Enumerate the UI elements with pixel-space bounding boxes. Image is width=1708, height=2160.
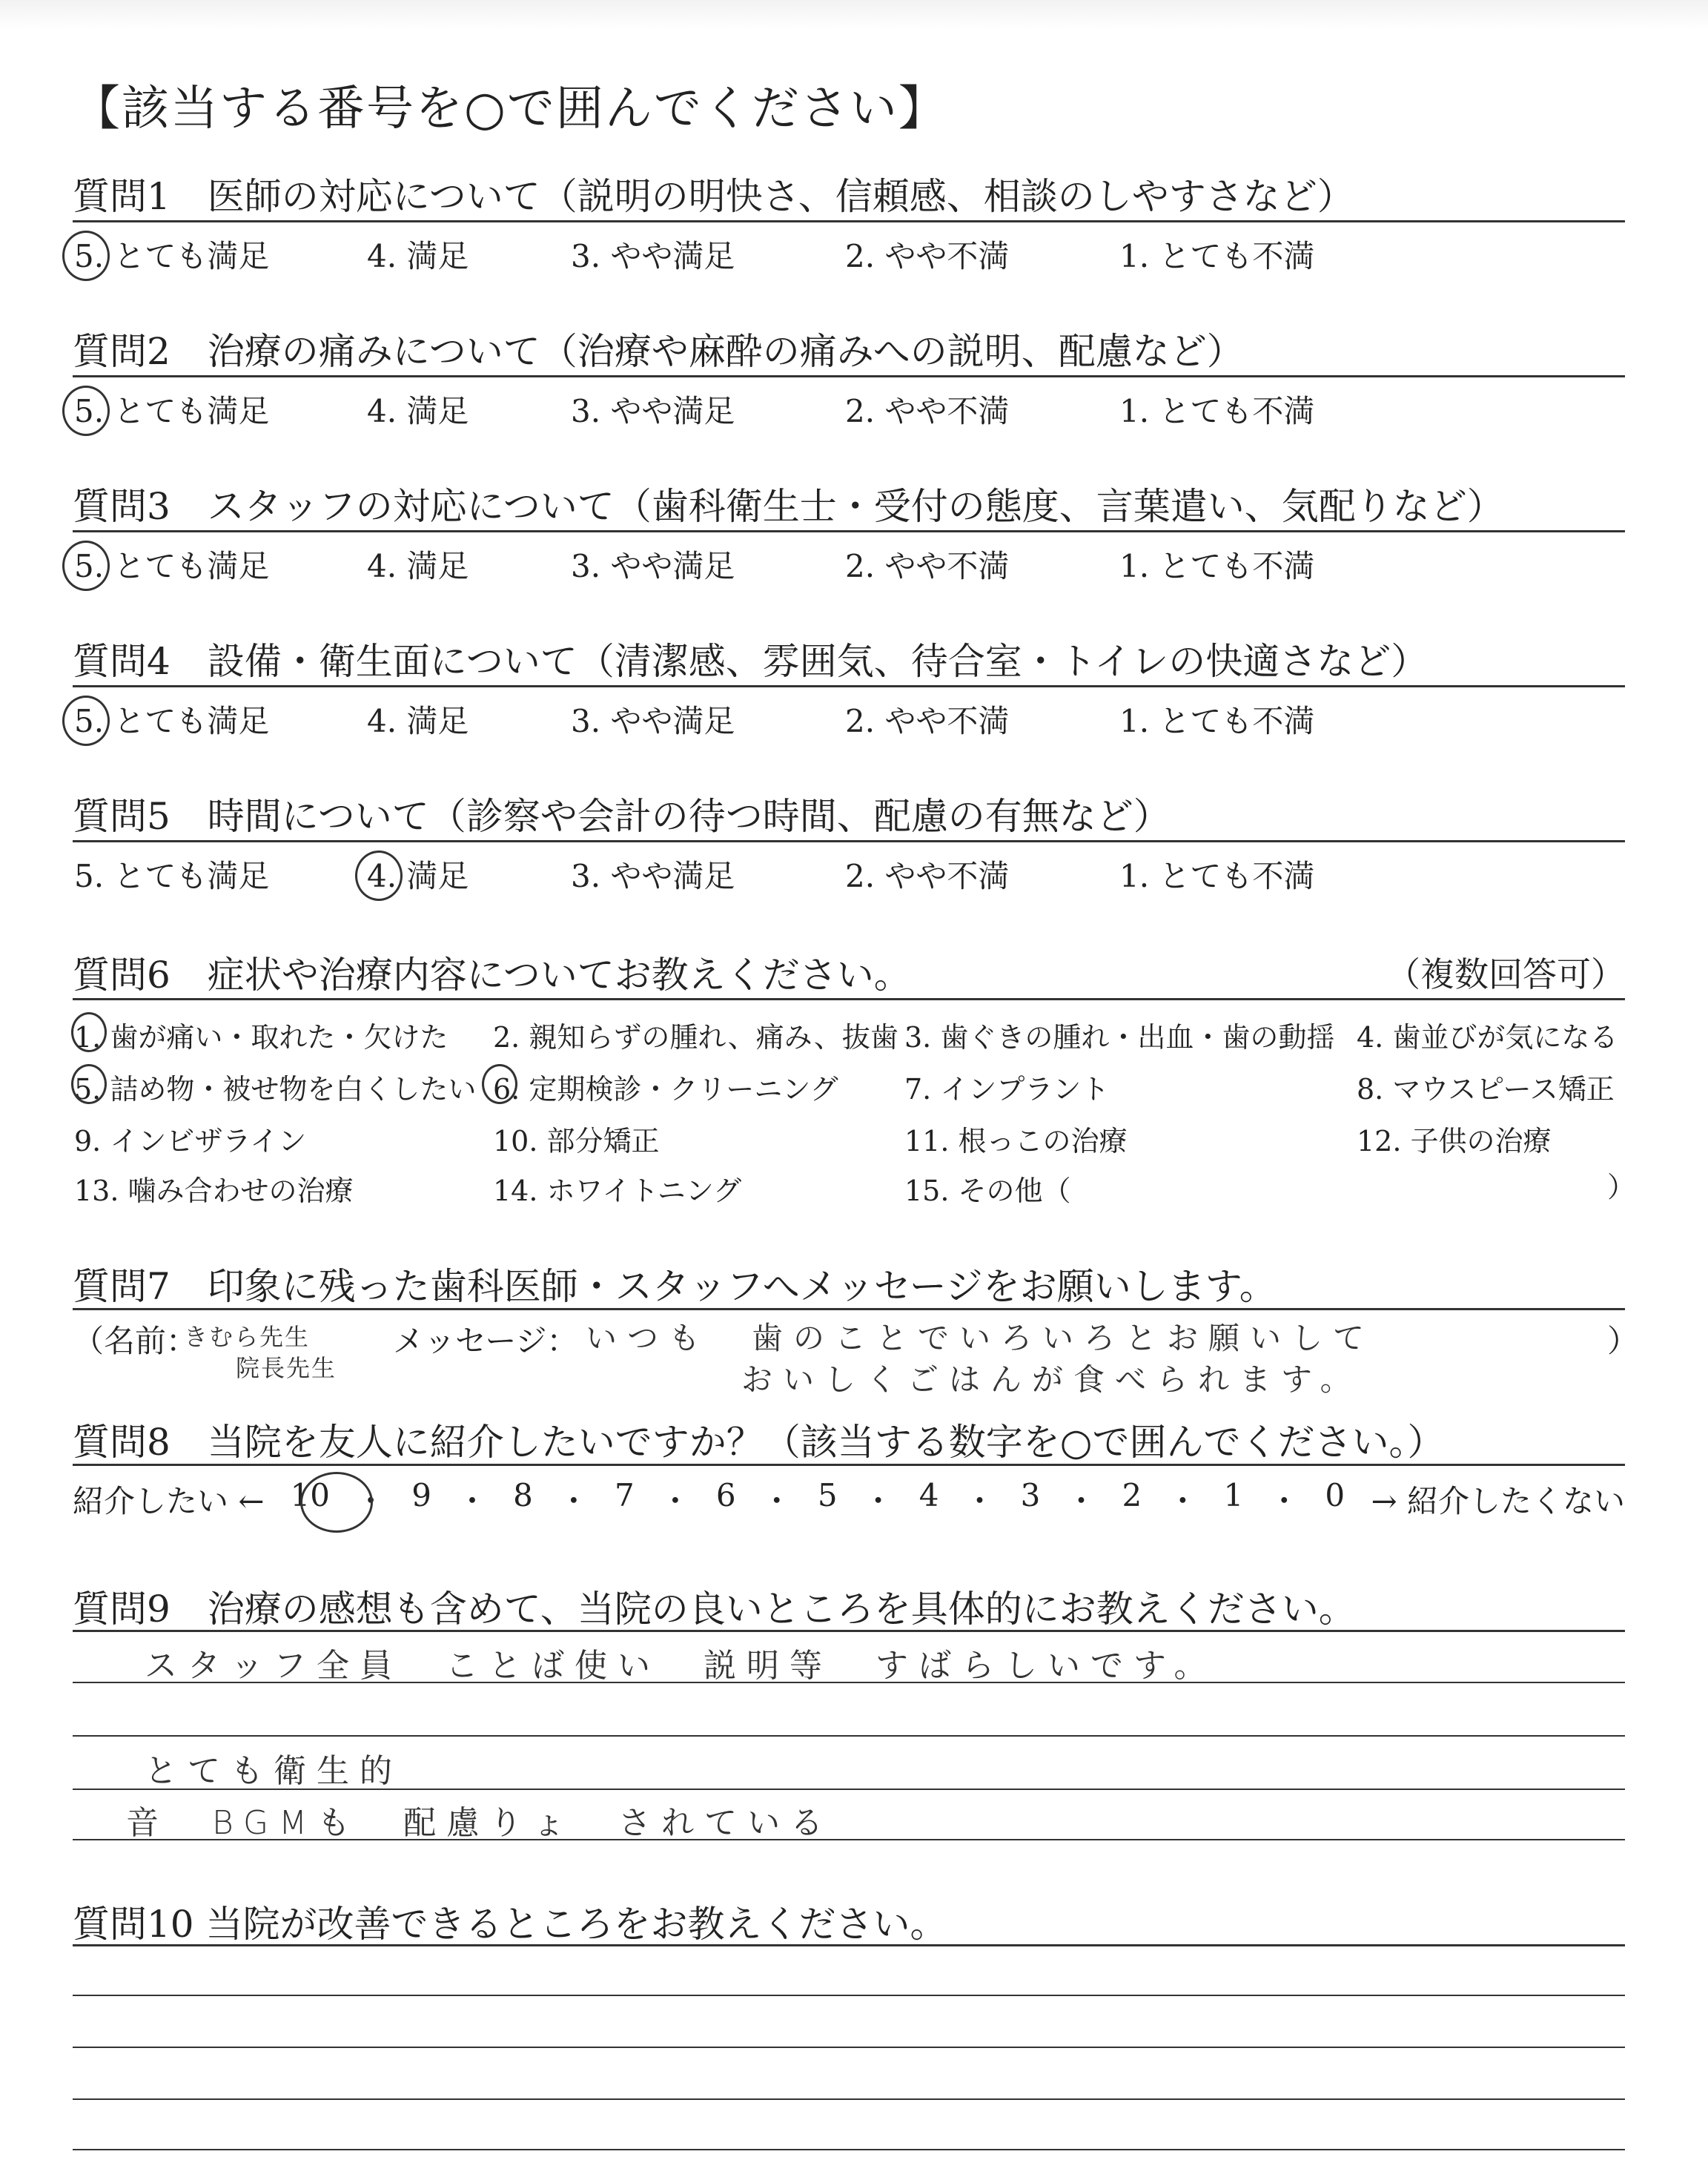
q2-selected-mark [62, 386, 110, 436]
q8-mark-10 [300, 1472, 373, 1533]
q10-line-2 [73, 2047, 1625, 2048]
q8-separator: ・ [761, 1483, 792, 1519]
q3-option-3[interactable]: 3. やや満足 [571, 548, 735, 584]
q6-mark-5 [71, 1064, 107, 1104]
q6-item-4[interactable]: 4. 歯並びが気になる [1357, 1021, 1618, 1054]
q7-close-paren: ） [1607, 1323, 1639, 1359]
q2-option-1[interactable]: 1. とても不満 [1119, 393, 1315, 429]
q8-rule [73, 1464, 1625, 1466]
q7-message-hand-2: おいしくごはんが食べられます。 [741, 1361, 1362, 1398]
q8-separator: ・ [1167, 1483, 1199, 1519]
q4-option-1[interactable]: 1. とても不満 [1119, 703, 1315, 739]
q3-selected-mark [62, 541, 110, 591]
q5-option-3[interactable]: 3. やや満足 [571, 858, 735, 894]
q5-option-4[interactable]: 4. 満足 [367, 858, 469, 894]
q7-name-hand-1: きむら先生 [184, 1323, 311, 1351]
q5-option-1[interactable]: 1. とても不満 [1119, 858, 1315, 894]
scan-top-edge [0, 0, 1708, 30]
q4-option-3[interactable]: 3. やや満足 [571, 703, 735, 739]
q8-separator: ・ [862, 1483, 894, 1519]
q5-title: 質問5 時間について（診察や会計の待つ時間、配慮の有無など） [73, 795, 1171, 838]
q6-item-10[interactable]: 10. 部分矯正 [493, 1125, 660, 1157]
q10-title: 質問10 当院が改善できるところをお教えください。 [73, 1903, 947, 1946]
q8-right-label: → 紹介したくない [1371, 1483, 1625, 1519]
q10-line-4 [73, 2149, 1625, 2150]
q6-multi-note: （複数回答可） [1386, 954, 1625, 994]
q8-number-9[interactable]: 9 [411, 1477, 431, 1513]
q6-item-12[interactable]: 12. 子供の治療 [1357, 1125, 1552, 1157]
page-heading: 【該当する番号を○で囲んでください】 [73, 82, 947, 136]
q9-rule [73, 1630, 1625, 1632]
q6-item-15[interactable]: 15. その他（ [904, 1175, 1071, 1207]
q3-option-2[interactable]: 2. やや不満 [845, 548, 1010, 584]
q6-title: 質問6 症状や治療内容についてお教えください。 [73, 954, 911, 997]
q10-line-1 [73, 1995, 1625, 1996]
q9-title: 質問9 治療の感想も含めて、当院の良いところを具体的にお教えください。 [73, 1588, 1356, 1631]
q8-numbers [278, 1477, 1358, 1522]
q8-separator: ・ [355, 1483, 387, 1519]
q4-title: 質問4 設備・衛生面について（清潔感、雰囲気、待合室・トイレの快適さなど） [73, 640, 1429, 683]
q10-line-3 [73, 2098, 1625, 2100]
q8-number-7[interactable]: 7 [615, 1477, 635, 1513]
q6-item-7[interactable]: 7. インプラント [904, 1073, 1110, 1106]
q1-option-3[interactable]: 3. やや満足 [571, 238, 735, 274]
q6-mark-6 [482, 1064, 517, 1104]
q8-separator: ・ [1268, 1483, 1300, 1519]
q4-rule [73, 685, 1625, 687]
q6-item-5[interactable]: 5. 詰め物・被せ物を白くしたい [74, 1073, 477, 1106]
q6-item-9[interactable]: 9. インビザライン [74, 1125, 307, 1157]
q2-option-4[interactable]: 4. 満足 [367, 393, 469, 429]
q6-rule [73, 998, 1625, 1000]
q8-number-3[interactable]: 3 [1020, 1477, 1041, 1513]
q5-option-5[interactable]: 5. とても満足 [74, 858, 270, 894]
q2-rule [73, 375, 1625, 377]
q3-option-4[interactable]: 4. 満足 [367, 548, 469, 584]
q6-mark-1 [71, 1012, 107, 1052]
q4-option-2[interactable]: 2. やや不満 [845, 703, 1010, 739]
q8-number-5[interactable]: 5 [817, 1477, 838, 1513]
q7-name-label: （名前： [73, 1323, 198, 1359]
q6-item-6[interactable]: 6. 定期検診・クリーニング [493, 1073, 838, 1106]
q7-rule [73, 1308, 1625, 1310]
q8-separator: ・ [659, 1483, 691, 1519]
q2-title: 質問2 治療の痛みについて（治療や麻酔の痛みへの説明、配慮など） [73, 330, 1244, 373]
q8-number-6[interactable]: 6 [715, 1477, 736, 1513]
q8-title: 質問8 当院を友人に紹介したいですか？（該当する数字を○で囲んでください。） [73, 1421, 1445, 1464]
q5-rule [73, 840, 1625, 842]
q1-option-4[interactable]: 4. 満足 [367, 238, 469, 274]
q8-separator: ・ [457, 1483, 489, 1519]
q6-item-14[interactable]: 14. ホワイトニング [493, 1175, 742, 1207]
q2-option-2[interactable]: 2. やや不満 [845, 393, 1010, 429]
q1-option-1[interactable]: 1. とても不満 [1119, 238, 1315, 274]
q1-option-5[interactable]: 5. とても満足 [74, 238, 270, 274]
q4-selected-mark [62, 696, 110, 746]
q1-option-2[interactable]: 2. やや不満 [845, 238, 1010, 274]
q8-number-0[interactable]: 0 [1325, 1477, 1345, 1513]
q8-number-1[interactable]: 1 [1223, 1477, 1244, 1513]
q6-item-11[interactable]: 11. 根っこの治療 [904, 1125, 1128, 1157]
q6-item-8[interactable]: 8. マウスピース矯正 [1357, 1073, 1615, 1106]
q3-title: 質問3 スタッフの対応について（歯科衛生士・受付の態度、言葉遣い、気配りなど） [73, 485, 1504, 528]
q3-option-5[interactable]: 5. とても満足 [74, 548, 270, 584]
q2-option-3[interactable]: 3. やや満足 [571, 393, 735, 429]
q8-separator: ・ [557, 1483, 589, 1519]
q7-message-label: メッセージ： [393, 1323, 578, 1359]
q5-selected-mark [355, 851, 403, 901]
q8-number-8[interactable]: 8 [513, 1477, 533, 1513]
q3-rule [73, 530, 1625, 532]
q6-item-2[interactable]: 2. 親知らずの腫れ、痛み、抜歯 [493, 1021, 898, 1054]
q1-title: 質問1 医師の対応について（説明の明快さ、信頼感、相談のしやすさなど） [73, 175, 1354, 218]
q2-option-5[interactable]: 5. とても満足 [74, 393, 270, 429]
q10-rule [73, 1944, 1625, 1946]
q1-selected-mark [62, 231, 110, 281]
q8-number-4[interactable]: 4 [918, 1477, 939, 1513]
q4-option-5[interactable]: 5. とても満足 [74, 703, 270, 739]
q5-option-2[interactable]: 2. やや不満 [845, 858, 1010, 894]
q8-left-label: 紹介したい ← [73, 1483, 265, 1519]
q9-hand-3: 音 BGMも 配慮りょ されている [126, 1804, 834, 1842]
q6-other-close: ） [1607, 1171, 1636, 1203]
q9-line-2 [73, 1735, 1625, 1737]
q8-separator: ・ [964, 1483, 996, 1519]
q9-hand-1: スタッフ全員 ことば使い 説明等 すばらしいです。 [145, 1647, 1217, 1685]
q6-item-1[interactable]: 1. 歯が痛い・取れた・欠けた [74, 1021, 448, 1054]
q7-name-hand-2: 院長先生 [236, 1354, 337, 1382]
q6-item-3[interactable]: 3. 歯ぐきの腫れ・出血・歯の動揺 [904, 1021, 1335, 1054]
q8-separator: ・ [1065, 1483, 1097, 1519]
q1-rule [73, 220, 1625, 222]
q7-title: 質問7 印象に残った歯科医師・スタッフへメッセージをお願いします。 [73, 1265, 1277, 1308]
q8-number-10[interactable]: 10 [290, 1477, 331, 1513]
q7-message-hand-1: いつも 歯のことでいろいろとお願いして [586, 1320, 1375, 1356]
q8-number-2[interactable]: 2 [1122, 1477, 1142, 1513]
q4-option-4[interactable]: 4. 満足 [367, 703, 469, 739]
q3-option-1[interactable]: 1. とても不満 [1119, 548, 1315, 584]
q6-item-13[interactable]: 13. 噛み合わせの治療 [74, 1175, 354, 1207]
q9-hand-2: とても衛生的 [145, 1752, 403, 1790]
